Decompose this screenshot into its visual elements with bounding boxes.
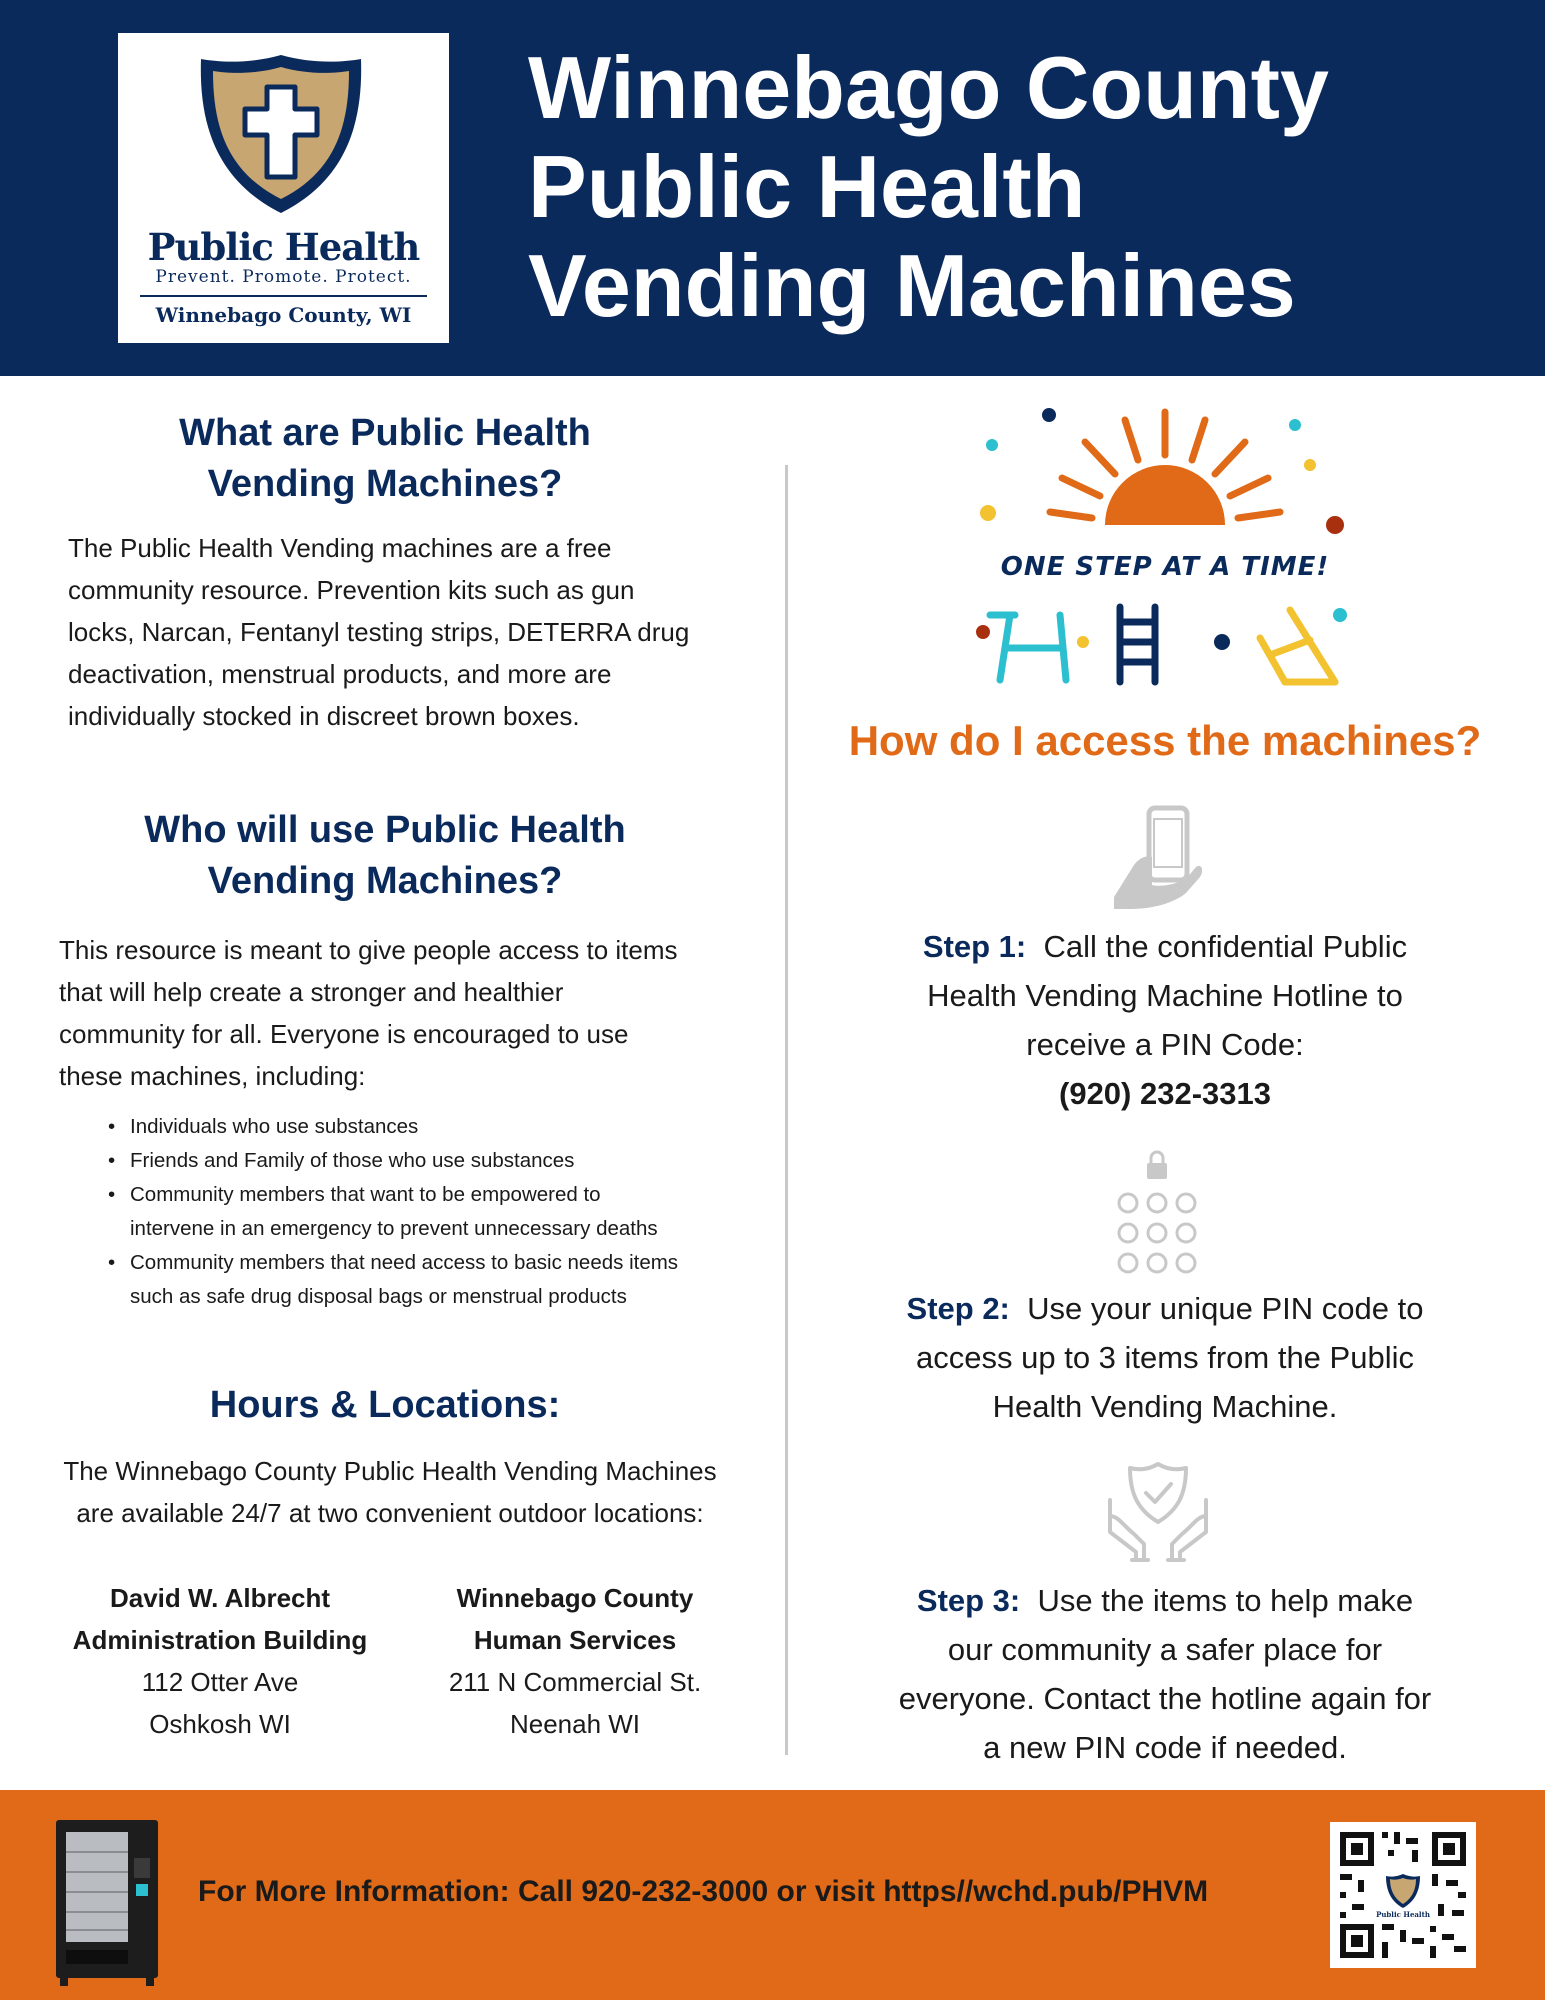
step-3 (840, 1576, 1490, 1772)
qr-logo-label: Public Health (1376, 1910, 1430, 1919)
title-line: Vending Machines (528, 236, 1296, 335)
header-banner (0, 0, 1545, 376)
location-city: Neenah WI (509, 1709, 641, 1739)
text-line: locks, Narcan, Fentanyl testing strips, DETERRA drug (68, 617, 690, 647)
text-line: deactivation, menstrual products, and more are (68, 659, 612, 689)
step-text: a new PIN code if needed. (983, 1730, 1347, 1765)
page-title (528, 38, 1518, 335)
who-body (59, 929, 759, 1097)
step-1 (840, 922, 1490, 1118)
step-ladders-icon (990, 607, 1335, 682)
location-street: 211 N Commercial St. (448, 1667, 702, 1697)
list-item-continuation: intervene in an emergency to prevent unnecessary deaths (130, 1217, 658, 1240)
heading-line: Who will use Public Health (144, 809, 626, 851)
text-line: individually stocked in discreet brown boxes. (68, 701, 580, 731)
vending-machine-image (52, 1818, 162, 1986)
qr-code[interactable] (1330, 1822, 1476, 1968)
step-label: Step 3: (916, 1583, 1021, 1618)
text-line: that will help create a stronger and healthier (59, 977, 564, 1007)
step-2 (840, 1284, 1490, 1431)
step-text: Use the items to help make (1037, 1583, 1414, 1618)
heading-line: Vending Machines? (207, 860, 563, 902)
step-text: Health Vending Machine. (992, 1389, 1338, 1424)
footer-contact-text[interactable]: For More Information: Call 920-232-3000 or visit https//wchd.pub/PHVM (198, 1875, 1209, 1908)
hours-heading: Hours & Locations: (209, 1384, 561, 1426)
list-item: • Community members that need access to basic needs items (130, 1246, 750, 1280)
list-item: • Friends and Family of those who use substances (130, 1144, 750, 1178)
location-city: Oshkosh WI (149, 1709, 291, 1739)
sun-icon (1050, 412, 1280, 525)
who-heading (70, 805, 700, 907)
step-text: receive a PIN Code: (1026, 1027, 1304, 1062)
text-line: The Public Health Vending machines are a free (68, 533, 612, 563)
column-divider (785, 465, 788, 1755)
logo-tagline: Prevent. Promote. Protect. (155, 267, 412, 287)
location-street: 112 Otter Ave (141, 1667, 299, 1697)
step-label: Step 2: (906, 1291, 1010, 1326)
step-text: Call the confidential Public (1043, 929, 1408, 964)
title-line: Winnebago County (528, 38, 1329, 137)
text-line: these machines, including: (59, 1061, 366, 1091)
step-text: everyone. Contact the hotline again for (898, 1681, 1432, 1716)
step-text: access up to 3 items from the Public (916, 1340, 1414, 1375)
location-name: Winnebago County (456, 1583, 694, 1613)
hero-slogan: ONE STEP AT A TIME! (1000, 552, 1330, 582)
location-human-services (405, 1577, 745, 1745)
step-text: Health Vending Machine Hotline to (927, 978, 1403, 1013)
text-line: community resource. Prevention kits such as gun (68, 575, 635, 605)
location-albrecht (40, 1577, 400, 1745)
list-item-continuation: such as safe drug disposal bags or menstrual products (130, 1285, 627, 1308)
text-line: are available 24/7 at two convenient outdoor locations: (76, 1498, 704, 1528)
what-body (68, 527, 758, 737)
step-text: Use your unique PIN code to (1027, 1291, 1424, 1326)
one-step-at-a-time-illustration (970, 400, 1360, 690)
location-name: Administration Building (72, 1625, 368, 1655)
heading-line: What are Public Health (179, 412, 591, 454)
heading-line: Vending Machines? (207, 463, 563, 505)
logo-divider (140, 295, 427, 297)
location-name: Human Services (473, 1625, 677, 1655)
location-name: David W. Albrecht (109, 1583, 331, 1613)
list-item: • Community members that want to be empowered to (130, 1178, 750, 1212)
shield-cross-icon (193, 49, 369, 219)
title-line: Public Health (528, 137, 1086, 236)
hotline-phone[interactable]: (920) 232-3313 (1059, 1076, 1271, 1111)
access-heading: How do I access the machines? (848, 717, 1482, 764)
logo-county: Winnebago County, WI (155, 303, 412, 327)
text-line: The Winnebago County Public Health Vending Machines (63, 1456, 717, 1486)
text-line: community for all. Everyone is encouraged to use (59, 1019, 629, 1049)
step-label: Step 1: (922, 929, 1027, 964)
pin-keypad-icon (1114, 1150, 1200, 1274)
text-line: This resource is meant to give people access to items (59, 935, 678, 965)
qr-code-icon (1330, 1822, 1476, 1968)
hours-body (20, 1450, 760, 1534)
list-item: • Individuals who use substances (130, 1110, 750, 1144)
public-health-logo (118, 33, 449, 343)
logo-name: Public Health (147, 225, 420, 269)
step-text: our community a safer place for (947, 1632, 1383, 1667)
what-heading (70, 408, 700, 510)
who-bullet-list (130, 1110, 750, 1314)
hands-shield-icon (1106, 1460, 1210, 1564)
hand-phone-icon (1112, 805, 1204, 910)
